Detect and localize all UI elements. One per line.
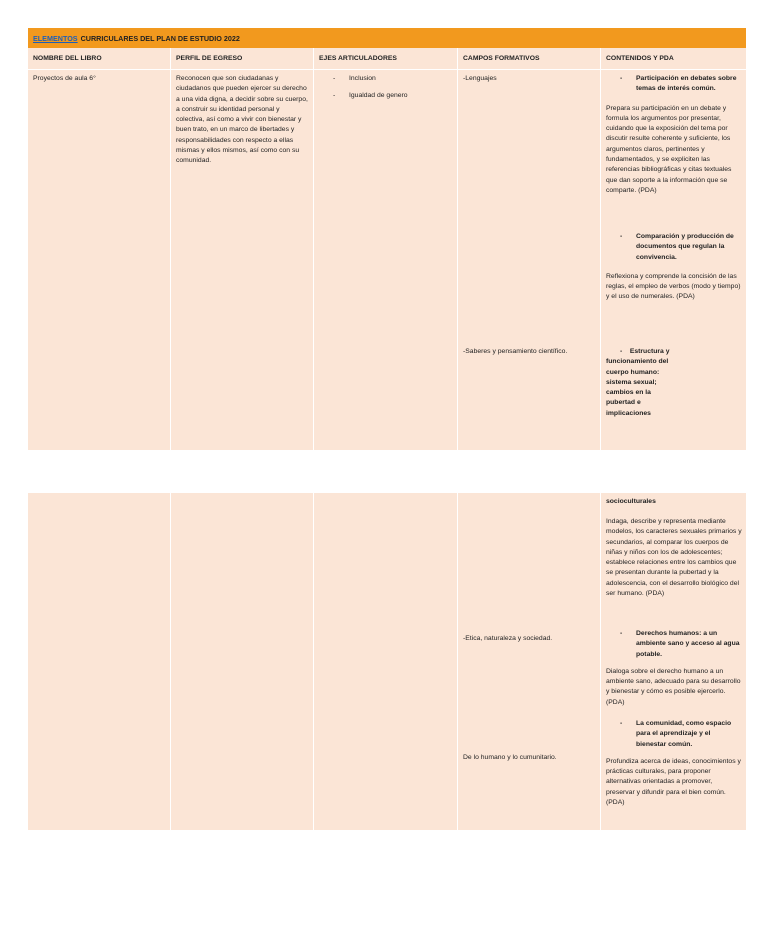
dash-bullet-icon: - — [620, 233, 623, 240]
cell-campos — [458, 70, 601, 450]
contenido-pda: Dialoga sobre el derecho humano a un ambiente sano, adecuado para su desarrollo y bienestar y cómo es posible ejercerlo. (PDA) — [606, 667, 741, 706]
cell-nombre-libro — [28, 493, 171, 830]
eje-label: Igualdad de genero — [349, 92, 408, 100]
header-campos-formativos: CAMPOS FORMATIVOS — [458, 48, 601, 69]
dash-bullet-icon: - — [620, 720, 623, 727]
list-item — [319, 74, 453, 84]
cell-nombre-libro — [28, 70, 171, 450]
dash-bullet-icon: - — [620, 348, 630, 355]
libro-name: Proyectos de aula 6° — [33, 75, 96, 82]
contenido-block — [606, 347, 678, 419]
contenido-block — [606, 74, 742, 196]
header-nombre-libro: NOMBRE DEL LIBRO — [28, 48, 171, 69]
contenido-title: - Estructura y funcionamiento del cuerpo humano: sistema sexual; cambios en la pubertad e implicaciones — [606, 348, 670, 417]
contenido-title: - La comunidad, como espacio para el aprendizaje y el bienestar común. — [606, 719, 742, 750]
table-row — [28, 493, 746, 830]
dash-bullet-icon: - — [333, 92, 336, 100]
header-ejes-articuladores: EJES ARTICULADORES — [314, 48, 458, 69]
contenido-pda: Reflexiona y comprende la concisión de las reglas, el empleo de verbos (modo y tiempo) y el uso de numerales. (PDA) — [606, 272, 741, 301]
dash-bullet-icon: - — [620, 630, 623, 637]
dash-bullet-icon: - — [333, 75, 336, 82]
contenido-title: - Derechos humanos: a un ambiente sano y acceso al agua potable. — [606, 629, 742, 660]
contenido-title-cont: socioculturales — [606, 498, 656, 505]
cell-perfil-egreso — [171, 493, 314, 830]
campo-etica: -Etica, naturaleza y sociedad. — [463, 635, 553, 642]
table-title-text: CURRICULARES DEL PLAN DE ESTUDIO 2022 — [80, 33, 240, 43]
curricular-table-2 — [28, 493, 746, 830]
header-perfil-egreso: PERFIL DE EGRESO — [171, 48, 314, 69]
contenido-pda: Prepara su participación en un debate y formula los argumentos por presentar, cuidando que la exposición del tema por discutir resulte coherente y suficiente, los argumentos claros, pertinentes y fundamentados, y se expliciten las referencias bibliográficas y citas textuales que dan soporte a la información que se comparte. (PDA) — [606, 104, 732, 194]
eje-label: Inclusion — [349, 75, 376, 82]
cell-campos — [458, 493, 601, 830]
contenido-block — [606, 719, 742, 808]
header-contenidos-pda: CONTENIDOS Y PDA — [606, 55, 674, 62]
contenido-block — [606, 232, 742, 303]
cell-contenidos — [601, 493, 746, 830]
contenido-pda: Indaga, describe y representa mediante modelos, los caracteres sexuales primarios y secundarios, al comparar los cuerpos de niñas y niños con los de adolescentes; establece relaciones entre los cambios que se presentan durante la pubertad y la adolescencia, con el desarrollo biológico del ser humano. (PDA) — [606, 518, 742, 598]
contenido-title: - Comparación y producción de documentos que regulan la convivencia. — [606, 232, 742, 263]
cell-ejes — [314, 493, 458, 830]
cell-contenidos — [601, 70, 746, 450]
dash-bullet-icon: - — [620, 75, 623, 82]
campo-humano: De lo humano y lo cumunitario. — [463, 754, 557, 761]
curricular-table-1 — [28, 28, 746, 450]
perfil-text: Reconocen que son ciudadanas y ciudadanos que pueden ejercer su derecho a una vida digna, a decidir sobre su cuerpo, a construir su identidad personal y colectiva, así como a vivir con bienestar y buen trato, en un marco de libertades y responsabilidades con respecto a ellas mismas y ellos mismos, así como con su comunidad. — [176, 75, 308, 165]
campo-saberes: -Saberes y pensamiento científico. — [463, 348, 568, 355]
table-title-bar — [28, 28, 746, 48]
cell-perfil-egreso — [171, 70, 314, 450]
campo-lenguajes: -Lenguajes — [463, 75, 497, 82]
list-item — [319, 91, 453, 101]
table-row — [28, 69, 746, 450]
contenido-block — [606, 629, 742, 708]
ejes-list — [319, 74, 453, 102]
header-row — [28, 48, 746, 69]
elementos-link[interactable]: ELEMENTOS — [33, 33, 78, 43]
contenido-title: - Participación en debates sobre temas de interés común. — [606, 74, 742, 95]
cell-ejes — [314, 70, 458, 450]
contenido-pda: Profundiza acerca de ideas, conocimientos y prácticas culturales, para proponer alternativas orientadas a promover, preservar y difundir para el bien común. (PDA) — [606, 757, 741, 807]
